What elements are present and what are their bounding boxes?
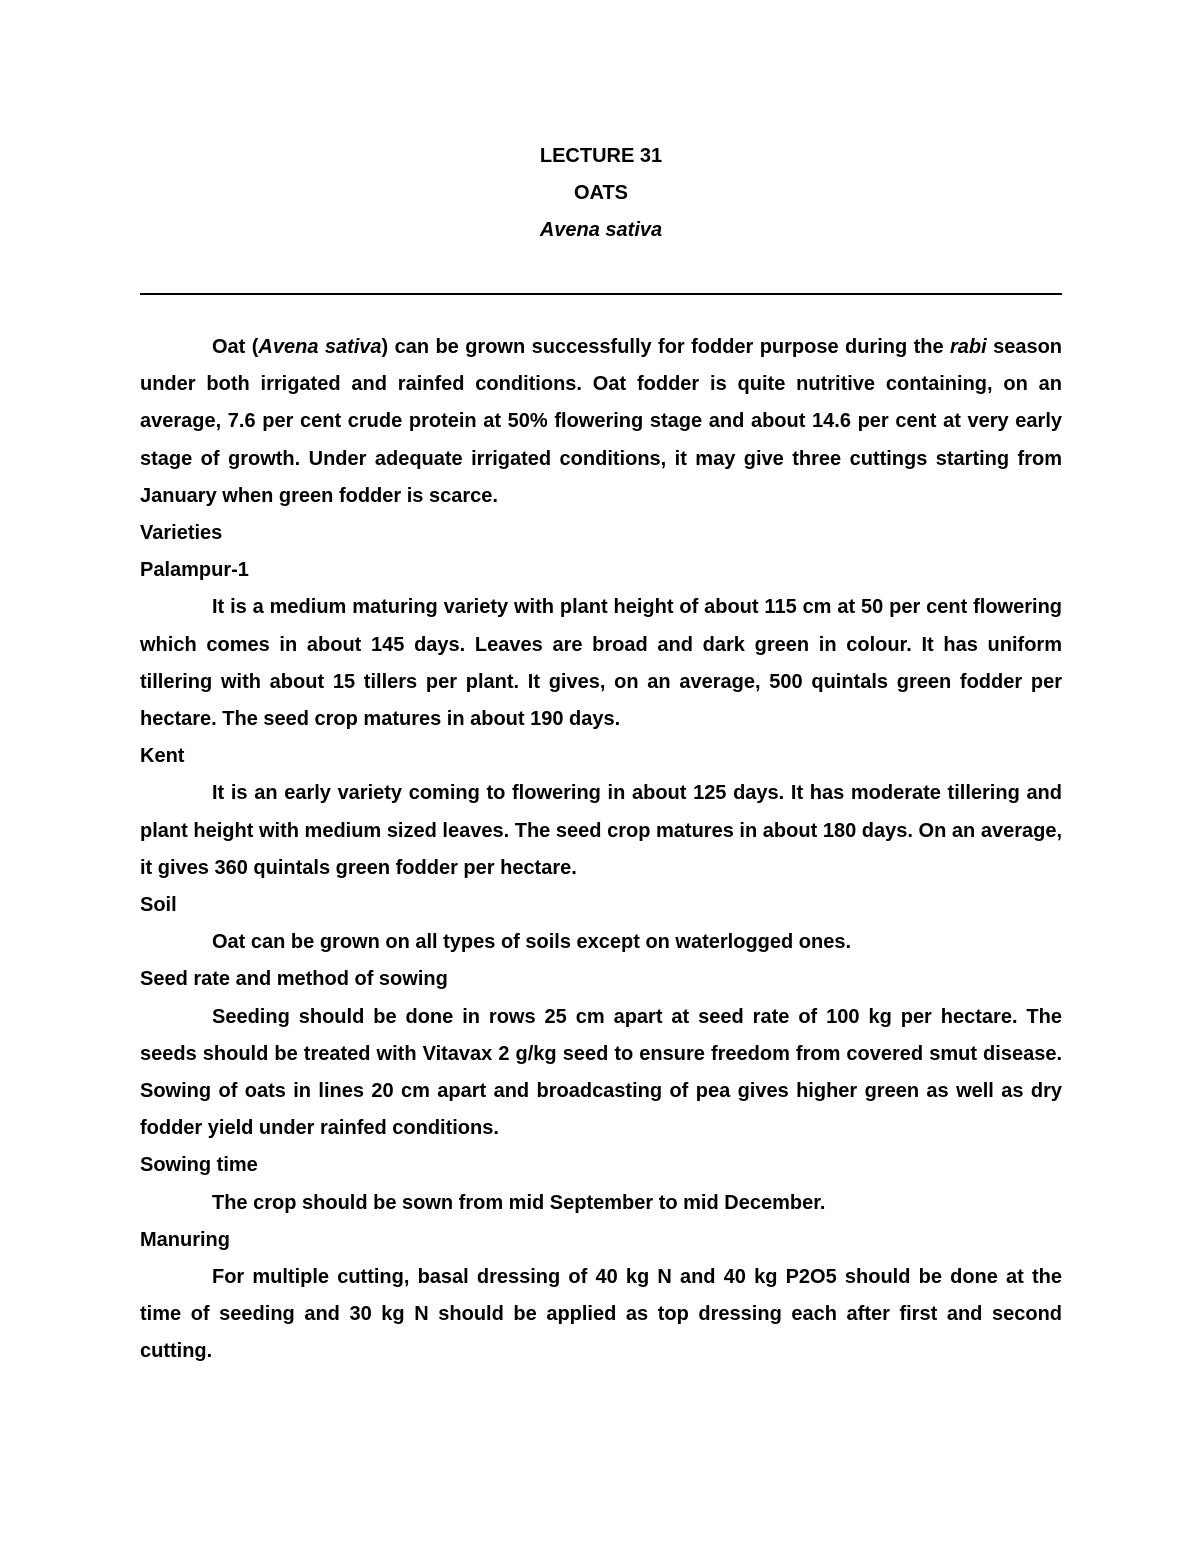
- sowing-time-paragraph: The crop should be sown from mid September to mid December.: [212, 1191, 826, 1214]
- soil-paragraph: Oat can be grown on all types of soils except on waterlogged ones.: [212, 931, 852, 954]
- palampur-heading: Palampur-1: [140, 559, 249, 582]
- scientific-name: Avena sativa: [539, 219, 663, 241]
- palampur-paragraph: It is a medium maturing variety with plant height of about 115 cm at 50 per cent flowering which comes in about 145 days. Leaves are broad and dark green in colour. It has uniform tillering with about 15 tillers per plant. It gives, on an average, 500 quintals green fodder per hectare. The seed crop matures in about 190 days.: [140, 596, 1062, 731]
- seed-rate-heading: Seed rate and method of sowing: [140, 968, 448, 991]
- kent-heading: Kent: [140, 745, 185, 768]
- manuring-paragraph: For multiple cutting, basal dressing of 40 kg N and 40 kg P2O5 should be done at the time of seeding and 30 kg N should be applied as top dressing each after first and second cutting.: [140, 1266, 1062, 1363]
- varieties-heading: Varieties: [140, 522, 223, 545]
- intro-season: rabi: [950, 336, 987, 358]
- manuring-heading: Manuring: [140, 1228, 230, 1251]
- seed-rate-paragraph: Seeding should be done in rows 25 cm apart at seed rate of 100 kg per hectare. The seeds should be treated with Vitavax 2 g/kg seed to ensure freedom from covered smut disease. Sowing of oats in lines 20 cm apart and broadcasting of pea gives higher green as well as dry fodder yield under rainfed conditions.: [140, 1005, 1062, 1140]
- soil-heading: Soil: [140, 894, 177, 917]
- intro-scientific-name: Avena sativa: [258, 336, 382, 358]
- kent-paragraph: It is an early variety coming to flowering in about 125 days. It has moderate tillering and plant height with medium sized leaves. The seed crop matures in about 180 days. On an average, it gives 360 quintals green fodder per hectare.: [140, 782, 1062, 879]
- intro-text-1: Oat (: [212, 336, 259, 358]
- lecture-number: LECTURE 31: [539, 145, 663, 167]
- document-page: [140, 138, 1062, 1371]
- horizontal-divider: [140, 293, 1062, 295]
- title-block: [140, 138, 1062, 249]
- crop-title: OATS: [573, 182, 629, 204]
- intro-text-3: season under both irrigated and rainfed conditions. Oat fodder is quite nutritive containing, on an average, 7.6 per cent crude protein at 50% flowering stage and about 14.6 per cent at very early stage of growth. Under adequate irrigated conditions, it may give three cuttings starting from January when green fodder is scarce.: [140, 336, 1063, 507]
- intro-text-2: ) can be grown successfully for fodder purpose during the: [381, 336, 950, 358]
- sowing-time-heading: Sowing time: [140, 1154, 258, 1177]
- intro-paragraph: [140, 329, 1062, 515]
- document-body: [140, 329, 1062, 1371]
